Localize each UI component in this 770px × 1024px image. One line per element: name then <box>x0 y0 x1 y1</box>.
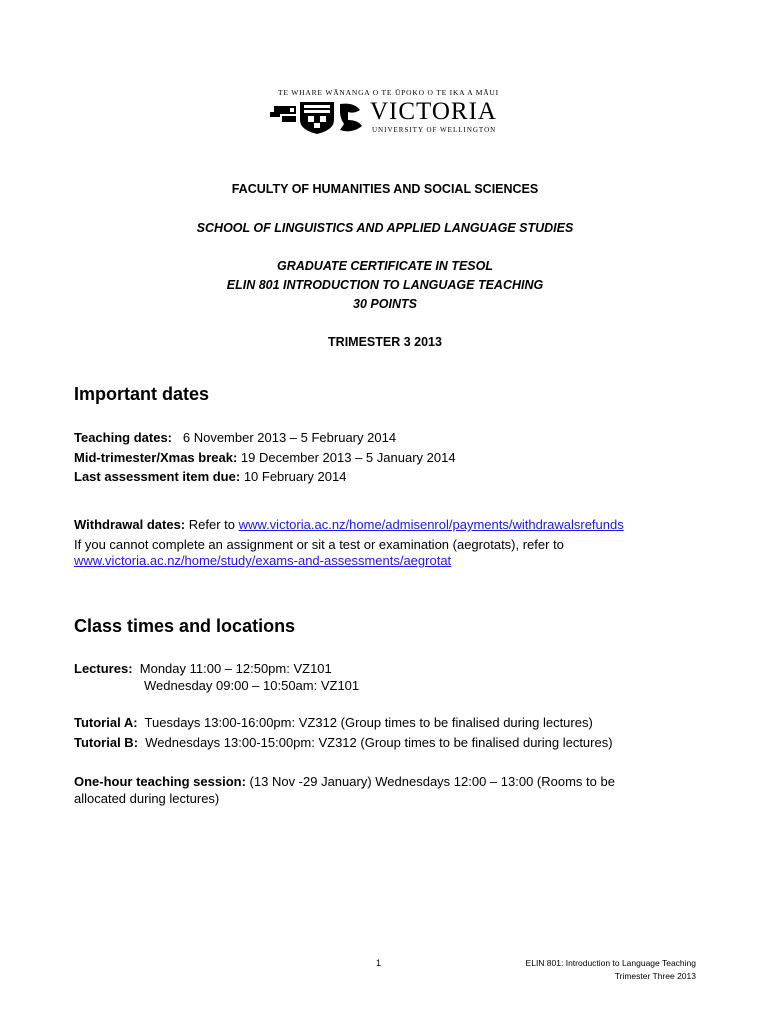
break-dates-row <box>74 450 456 465</box>
aegrotat-text: If you cannot complete an assignment or sit a test or examination (aegrotats), refer to <box>74 537 564 552</box>
lectures-label: Lectures: <box>74 661 133 676</box>
lectures-monday: Monday 11:00 – 12:50pm: VZ101 <box>139 661 332 676</box>
important-dates-heading: Important dates <box>74 384 210 404</box>
tutorial-b-row <box>74 735 613 750</box>
logo-subtitle: UNIVERSITY OF WELLINGTON <box>372 126 497 134</box>
class-times-heading: Class times and locations <box>74 616 296 636</box>
university-logo <box>270 88 510 150</box>
teaching-dates-label: Teaching dates: <box>74 430 173 445</box>
aegrotat-link[interactable]: www.victoria.ac.nz/home/study/exams-and-assessments/aegrotat <box>74 553 452 568</box>
teaching-dates-row <box>74 430 396 445</box>
points-label: 30 POINTS <box>353 297 417 311</box>
trimester-label: TRIMESTER 3 2013 <box>328 335 442 349</box>
logo-wordmark: VICTORIA <box>370 98 497 125</box>
withdrawal-link[interactable]: www.victoria.ac.nz/home/admisenrol/payments/withdrawalsrefunds <box>238 517 624 532</box>
withdrawal-prefix: Refer to <box>188 517 235 532</box>
withdrawal-row <box>74 517 624 532</box>
aegrotat-row <box>74 553 451 568</box>
faculty-title: FACULTY OF HUMANITIES AND SOCIAL SCIENCES <box>231 182 539 196</box>
logo-tagline: TE WHARE WĀNANGA O TE ŪPOKO O TE IKA A MĀUI <box>278 88 499 97</box>
lectures-row <box>74 661 332 676</box>
teaching-session-value: (13 Nov -29 January) Wednesdays 12:00 – 13:00 (Rooms to be <box>249 774 615 789</box>
teaching-session-label: One-hour teaching session: <box>74 774 246 789</box>
footer-course-title: ELIN 801: Introduction to Language Teaching <box>525 958 696 968</box>
tutorial-b-value: Wednesdays 13:00-15:00pm: VZ312 (Group times to be finalised during lectures) <box>145 735 613 750</box>
last-assessment-row <box>74 469 346 484</box>
last-assessment-value: 10 February 2014 <box>243 469 347 484</box>
footer-trimester: Trimester Three 2013 <box>614 971 696 981</box>
break-label: Mid-trimester/Xmas break: <box>74 450 238 465</box>
crest-icon <box>270 100 366 134</box>
course-title: ELIN 801 INTRODUCTION TO LANGUAGE TEACHING <box>226 278 544 292</box>
teaching-dates-value: 6 November 2013 – 5 February 2014 <box>182 430 397 445</box>
school-title: SCHOOL OF LINGUISTICS AND APPLIED LANGUAGE STUDIES <box>196 221 574 235</box>
page-number: 1 <box>376 958 382 968</box>
lectures-wednesday: Wednesday 09:00 – 10:50am: VZ101 <box>144 678 360 693</box>
withdrawal-label: Withdrawal dates: <box>74 517 186 532</box>
tutorial-a-row <box>74 715 593 730</box>
break-value: 19 December 2013 – 5 January 2014 <box>240 450 456 465</box>
last-assessment-label: Last assessment item due: <box>74 469 241 484</box>
teaching-session-row <box>74 774 615 789</box>
certificate-title: GRADUATE CERTIFICATE IN TESOL <box>277 259 493 273</box>
tutorial-a-label: Tutorial A: <box>74 715 138 730</box>
tutorial-a-value: Tuesdays 13:00-16:00pm: VZ312 (Group times to be finalised during lectures) <box>144 715 593 730</box>
tutorial-b-label: Tutorial B: <box>74 735 139 750</box>
teaching-session-value-cont: allocated during lectures) <box>74 791 220 806</box>
